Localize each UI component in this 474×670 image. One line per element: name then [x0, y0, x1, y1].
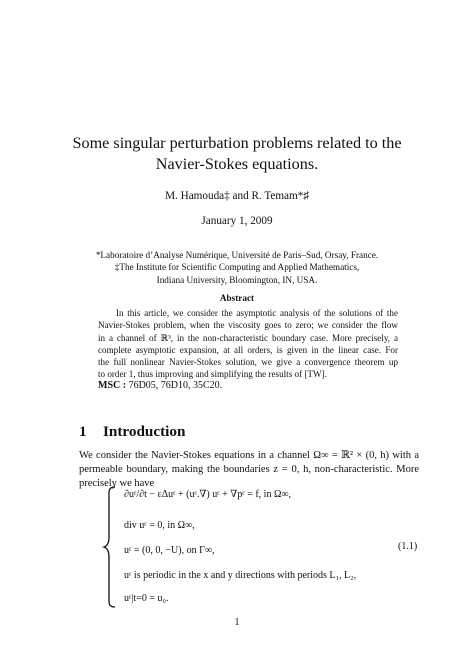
abstract-line: Navier-Stokes problem, when the viscosity goes to zero; we consider the flow: [98, 320, 398, 331]
authors: M. Hamouda‡ and R. Temam*♯: [165, 190, 309, 202]
intro-line: We consider the Navier-Stokes equations in a channel Ω∞ = ℝ² × (0, h) with a: [79, 450, 419, 461]
msc-classification: [98, 380, 222, 391]
msc-label: MSC :: [98, 380, 127, 391]
left-brace-icon: [102, 485, 118, 609]
equation-number: (1.1): [398, 541, 418, 552]
abstract-line: in a channel of ℝ³, in the non-characteristic boundary case. More precisely, a: [98, 332, 398, 343]
affiliation-3: Indiana University, Bloomington, IN, USA.: [156, 274, 318, 285]
msc-codes: 76D05, 76D10, 35C20.: [128, 380, 223, 391]
equation-initial: uᵋ|t=0 = u₀.: [124, 593, 169, 604]
title-line-1: Some singular perturbation problems related to the: [72, 134, 402, 152]
equation-divergence: div uᵋ = 0, in Ω∞,: [124, 520, 195, 531]
abstract-heading: Abstract: [219, 293, 255, 303]
paper-title: [40, 133, 434, 175]
intro-line: precisely we have: [79, 478, 155, 489]
equation-momentum: ∂uᵋ/∂t − εΔuᵋ + (uᵋ.∇) uᵋ + ∇pᵋ = f, in Ω∞,: [124, 489, 292, 500]
equation-system: [102, 485, 432, 610]
intro-line: permeable boundary, making the boundaries z = 0, h, non-characteristic. More: [79, 464, 419, 475]
section-heading: [79, 423, 185, 441]
abstract-body: [98, 307, 398, 381]
abstract-line: to order 1, thus improving and simplifying the results of [TW].: [98, 369, 327, 380]
date: January 1, 2009: [201, 215, 273, 227]
equation-boundary: uᵋ = (0, 0, −U), on Γ∞,: [124, 545, 215, 556]
section-number: 1: [79, 423, 87, 440]
affiliation-1: *Laboratoire d’Analyse Numérique, Université de Paris–Sud, Orsay, France.: [95, 250, 379, 260]
abstract-line: complete asymptotic expansion, at all orders, is given in the linear case. For: [98, 344, 398, 355]
affiliation-2: ‡The Institute for Scientific Computing and Applied Mathematics,: [114, 262, 360, 273]
title-line-2: Navier-Stokes equations.: [155, 155, 319, 173]
abstract-line: In this article, we consider the asymptotic analysis of the solutions of the: [116, 308, 398, 318]
abstract-line: the full nonlinear Navier-Stokes solution, we give a convergence theorem up: [98, 357, 398, 368]
section-title: Introduction: [103, 423, 186, 440]
affiliations: [40, 249, 434, 286]
equation-periodic: uᵋ is periodic in the x and y directions with periods L₁, L₂,: [124, 570, 357, 581]
page-number: 1: [234, 617, 240, 628]
